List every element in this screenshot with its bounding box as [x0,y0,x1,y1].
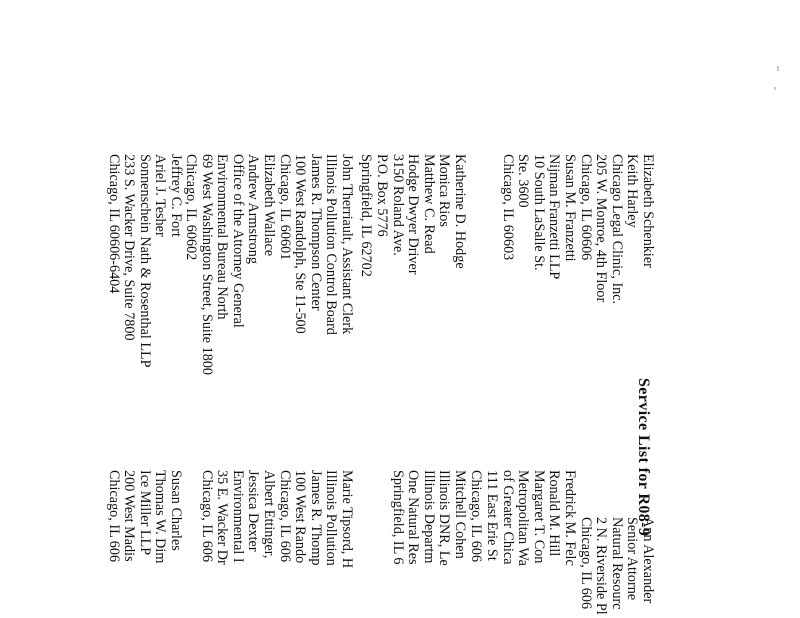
contact-line: James R. Thompson Center [307,154,324,311]
service-contact-block [276,154,354,335]
contact-line: Matthew C. Read [420,154,437,254]
contact-line: 100 West Rando [292,470,309,564]
contact-line: Chicago Legal Clinic, Inc. [608,154,625,305]
contact-line: Fredrick M. Felc [562,470,578,566]
contact-line: Ann Alexander [640,517,656,604]
contact-line: of Greater Chica [499,470,516,565]
contact-line: Natural Resourc [608,517,625,610]
contact-line: Chicago, IL 60606-6404 [105,154,122,294]
service-contact-block [105,154,183,368]
contact-line: Chicago, IL 60602 [183,154,200,261]
contact-line: Monica Rios [436,154,453,227]
service-contact-block [577,517,655,615]
contact-line: John Therriault, Assistant Clerk [339,154,355,335]
contact-line: Andrew Armstrong [245,154,262,264]
contact-line: Chicago, IL 60601 [276,154,293,261]
scan-speck [777,66,779,71]
contact-line: Springfield, IL 62702 [358,154,375,277]
contact-line: Susan Charles [168,470,184,551]
contact-line: Marie Tipsord, H [339,470,355,569]
contact-line: 2 N. Riverside Pl [593,517,610,615]
contact-line: Metropolitan Wa [515,470,532,566]
contact-line: 3150 Roland Ave. [389,154,406,256]
contact-line: Chicago, IL 60606 [577,154,594,261]
contact-line: 111 East Erie St [484,470,501,561]
contact-line: Ariel J. Tesher [152,154,169,237]
contact-line: Office of the Attorney General [229,154,246,328]
contact-line: Environmental Bureau North [214,154,231,320]
contact-line: 35 E. Wacker Dr [214,470,231,565]
contact-line: 10 South LaSalle St. [530,154,547,271]
contact-line: Illinois DNR, Le [436,470,453,566]
contact-line: Chicago, IL 606 [276,470,293,563]
contact-line: Hodge Dwyer Driver [405,154,422,275]
contact-line: Mitchell Cohen [452,470,468,559]
contact-line: 233 S. Wacker Drive, Suite 7800 [121,154,138,341]
contact-line: Chicago, IL 606 [468,470,485,563]
service-contact-block [182,154,276,375]
contact-line: 205 W. Monroe, 4th Floor [593,154,610,303]
service-contact-block [276,470,354,568]
contact-line: Susan M. Franzetti [562,154,578,262]
contact-line: Chicago, IL 606 [198,470,215,563]
contact-line: Jeffrey C. Fort [168,154,184,237]
contact-line: Sonnenschein Nath & Rosenthal LLP [136,154,153,368]
contact-line: Chicago, IL 60603 [499,154,516,261]
service-contact-block [358,154,467,277]
contact-line: 69 West Washington Street, Suite 1800 [198,154,215,376]
contact-line: Illinois Pollution Control Board [323,154,340,335]
service-contact-block [389,470,467,566]
contact-line: Ice Miller LLP [136,470,153,556]
contact-line: Chicago, IL 606 [105,470,122,563]
contact-line: Jessica Dexter [245,470,262,552]
service-contact-block [577,154,655,304]
contact-line: Nijman Franzetti LLP [546,154,563,280]
service-contact-block [198,470,276,565]
contact-line: Ste. 3600 [515,154,532,208]
service-contact-block [499,154,577,279]
contact-line: Springfield, IL 6 [389,470,406,565]
contact-line: Albert Ettinger, [261,470,277,559]
scan-speck [774,87,776,90]
service-contact-block [468,470,577,566]
service-contact-block [105,470,183,563]
contact-line: Keith Harley [624,154,641,228]
contact-line: Environmental I [229,470,246,563]
contact-line: Thomas W. Dim [152,470,169,564]
contact-line: Ronald M. Hill [546,470,563,557]
contact-line: Chicago, IL 606 [577,517,594,610]
contact-line: Elizabeth Schenkier [640,154,656,268]
contact-line: Katherine D. Hodge [452,154,468,269]
contact-line: Elizabeth Wallace [261,154,277,257]
contact-line: Senior Attorne [624,517,641,601]
document-title: Service List for R08-9 [635,378,652,537]
contact-line: Illinois Departm [420,470,437,564]
contact-line: James R. Thomp [307,470,324,566]
contact-line: 100 West Randolph, Ste 11-500 [292,154,309,334]
contact-line: Margaret T. Con [530,470,547,564]
contact-line: 200 West Madis [121,470,138,562]
contact-line: Illinois Pollution [323,470,340,566]
contact-line: One Natural Res [405,470,422,565]
contact-line: P.O. Box 5776 [374,154,391,237]
